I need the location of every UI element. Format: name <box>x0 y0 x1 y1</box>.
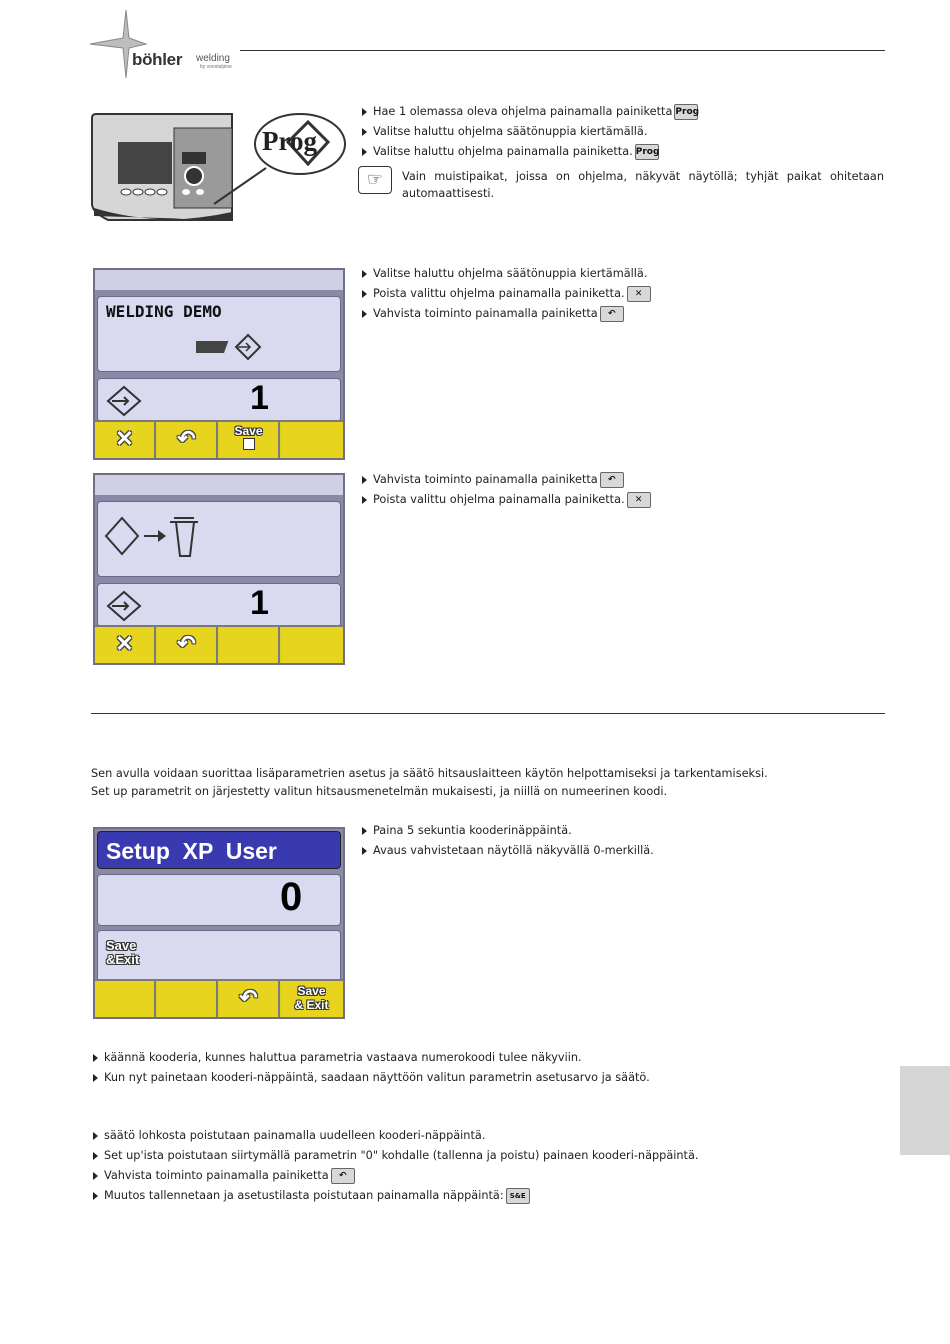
save-exit-softkey[interactable]: Save & Exit <box>281 981 342 1017</box>
empty-softkey[interactable] <box>219 627 280 663</box>
lcd-program-number: 1 <box>250 584 269 622</box>
lcd-softkey-row <box>95 979 343 1017</box>
load-program-icon <box>106 385 142 417</box>
header-rule <box>240 50 885 51</box>
list-item <box>361 103 698 123</box>
lcd-softkey-row <box>95 625 343 663</box>
logo-wordmark: böhler <box>132 50 183 69</box>
lcd-title-pane <box>97 296 341 372</box>
list-item-text: Valitse haluttu ohjelma painamalla painiketta. <box>373 145 633 158</box>
prog-button-icon: Prog <box>635 144 659 160</box>
list-item <box>361 285 651 305</box>
back-softkey[interactable] <box>157 422 218 458</box>
back-softkey[interactable] <box>219 981 280 1017</box>
page-side-tab <box>900 1066 950 1155</box>
pointing-hand-icon: ☞ <box>358 166 392 194</box>
list-item <box>92 1049 650 1069</box>
logo-tagline: by voestalpine <box>200 64 232 70</box>
undo-button-icon: ↶ <box>331 1168 355 1184</box>
list-item <box>361 143 698 163</box>
save-exit-label: Save &Exit <box>106 938 140 967</box>
lcd-screen-delete <box>93 268 345 460</box>
prog-button-icon: Prog <box>674 104 698 120</box>
memory-chip-icon <box>196 331 266 363</box>
list-item <box>361 842 654 862</box>
lcd-softkey-row <box>95 420 343 458</box>
lcd-screen-confirm <box>93 473 345 665</box>
list-item <box>92 1069 650 1089</box>
list-item-text: Avaus vahvistetaan näytöllä näkyvällä 0-merkillä. <box>373 844 654 857</box>
list-item-text: Valitse haluttu ohjelma säätönuppia kiertämällä. <box>373 267 648 280</box>
list-item-text: Poista valittu ohjelma painamalla painiketta. <box>373 493 625 506</box>
logo-subtext: welding <box>196 53 230 64</box>
list-item-text: Vahvista toiminto painamalla painiketta <box>373 473 598 486</box>
close-icon: ✕ <box>115 631 134 656</box>
list-item-text: Set up'ista poistutaan siirtymällä parametrin "0" kohdalle (tallenna ja poistu) painaen kooderi-näppäintä. <box>104 1149 699 1162</box>
empty-softkey[interactable] <box>281 627 342 663</box>
delete-button-icon: ✕ <box>627 492 651 508</box>
lcd-program-number: 1 <box>250 379 269 417</box>
delete-softkey[interactable] <box>95 422 156 458</box>
list-item-text: Hae 1 olemassa oleva ohjelma painamalla painiketta <box>373 105 673 118</box>
list-item <box>92 1147 699 1167</box>
lcd-label-pane <box>97 930 341 982</box>
section1-list <box>361 103 698 163</box>
save-softkey[interactable]: Save <box>219 422 280 458</box>
back-softkey[interactable] <box>157 627 218 663</box>
delete-to-trash-icon <box>104 516 214 560</box>
list-item-text: säätö lohkosta poistutaan painamalla uudelleen kooderi-näppäintä. <box>104 1129 486 1142</box>
list-item <box>361 822 654 842</box>
list-item <box>361 265 651 285</box>
floppy-icon <box>243 438 255 450</box>
lcd-number-pane <box>97 583 341 627</box>
lcd-trash-pane <box>97 501 341 577</box>
empty-softkey[interactable] <box>157 981 218 1017</box>
list-item <box>361 471 651 491</box>
list-item-text: Paina 5 sekuntia kooderinäppäintä. <box>373 824 572 837</box>
close-icon: ✕ <box>115 426 134 451</box>
list-item <box>92 1167 699 1187</box>
list-item-text: Poista valittu ohjelma painamalla painiketta. <box>373 287 625 300</box>
section4-list <box>361 822 654 862</box>
undo-icon: ↶ <box>177 426 196 451</box>
list-item <box>92 1187 699 1207</box>
intro-paragraph-1: Sen avulla voidaan suorittaa lisäparametrien asetus ja säätö hitsauslaitteen käytön helpottamiseksi ja tarkentamiseksi. <box>91 767 768 780</box>
lcd-number-pane <box>97 874 341 926</box>
section3-list <box>361 471 651 511</box>
encoder-list <box>92 1049 650 1089</box>
undo-icon: ↶ <box>177 631 196 656</box>
undo-button-icon: ↶ <box>600 472 624 488</box>
lcd-number-pane <box>97 378 341 422</box>
delete-button-icon: ✕ <box>627 286 651 302</box>
setup-parameter-number: 0 <box>280 875 303 919</box>
lcd-program-name: WELDING DEMO <box>106 302 222 321</box>
load-program-icon <box>106 590 142 622</box>
section2-list <box>361 265 651 325</box>
list-item-text: Valitse haluttu ohjelma säätönuppia kiertämällä. <box>373 125 648 138</box>
setup-title-bar <box>97 831 341 869</box>
exit-list <box>92 1127 699 1207</box>
intro-paragraph-2: Set up parametrit on järjestetty valitun hitsausmenetelmän mukaisesti, ja niillä on numeerinen koodi. <box>91 785 668 798</box>
empty-softkey[interactable] <box>95 981 156 1017</box>
empty-softkey[interactable] <box>281 422 342 458</box>
delete-softkey[interactable] <box>95 627 156 663</box>
list-item <box>361 491 651 511</box>
undo-icon: ↶ <box>239 985 258 1010</box>
list-item-text: Kun nyt painetaan kooderi-näppäintä, saadaan näyttöön valitun parametrin asetusarvo ja säätö. <box>104 1071 650 1084</box>
list-item-text: käännä kooderia, kunnes haluttua parametria vastaava numerokoodi tulee näkyviin. <box>104 1051 582 1064</box>
list-item <box>92 1127 699 1147</box>
undo-button-icon: ↶ <box>600 306 624 322</box>
list-item-text: Muutos tallennetaan ja asetustilasta poistutaan painamalla näppäintä: <box>104 1189 504 1202</box>
save-exit-button-icon: S&E <box>506 1188 530 1204</box>
setup-title: Setup XP User <box>106 838 277 864</box>
list-item-text: Vahvista toiminto painamalla painiketta <box>373 307 598 320</box>
note-text: Vain muistipaikat, joissa on ohjelma, näkyvät näytöllä; tyhjät paikat ohitetaan automaattisesti. <box>402 170 884 200</box>
section-divider <box>91 713 885 714</box>
list-item-text: Vahvista toiminto painamalla painiketta <box>104 1169 329 1182</box>
prog-label: Prog <box>262 126 317 156</box>
lcd-screen-setup <box>93 827 345 1019</box>
list-item <box>361 123 698 143</box>
list-item <box>361 305 651 325</box>
